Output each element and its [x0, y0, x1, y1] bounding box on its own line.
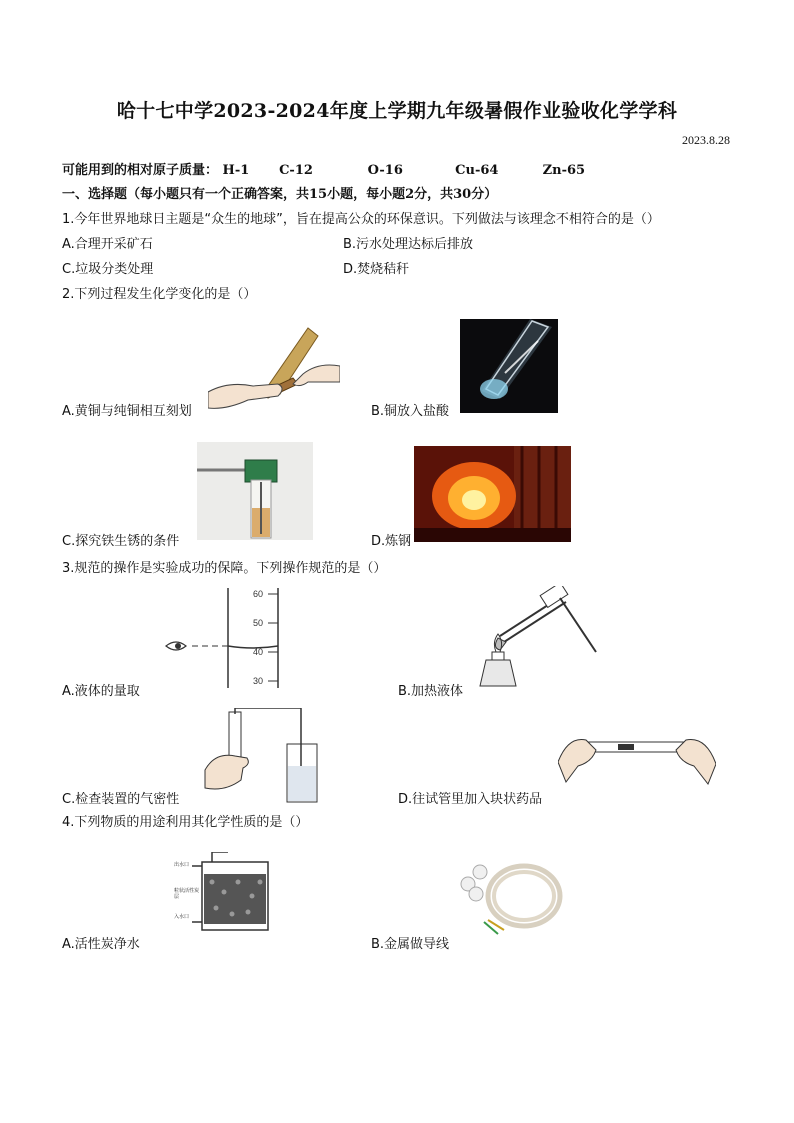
cylinder-tick-30: 30	[253, 676, 264, 686]
mass-zn: Zn-65	[542, 163, 586, 178]
airtightness-check-image	[201, 708, 319, 806]
heating-liquid-image	[470, 586, 602, 690]
brass-scratch-image	[208, 326, 340, 412]
cylinder-tick-40: 40	[253, 647, 264, 657]
q3-option-d[interactable]: D.往试管里加入块状药品	[398, 792, 543, 807]
adding-solid-image	[558, 722, 716, 788]
q1-option-a[interactable]: A.合理开采矿石	[62, 237, 153, 252]
q4-option-a[interactable]: A.活性炭净水	[62, 937, 140, 952]
metal-wire-image	[454, 850, 566, 942]
filter-carbon-layer-label: 粒状活性炭层	[174, 888, 200, 900]
q2-stem: 2.下列过程发生化学变化的是（）	[62, 287, 257, 302]
q1-option-d[interactable]: D.焚烧秸秆	[343, 262, 410, 277]
q4-option-b[interactable]: B.金属做导线	[371, 937, 450, 952]
q1-option-c[interactable]: C.垃圾分类处理	[62, 262, 154, 277]
mass-o: O-16	[367, 163, 403, 178]
filter-outlet-label: 出水口	[174, 862, 190, 868]
q2-option-b[interactable]: B.铜放入盐酸	[371, 404, 450, 419]
exam-date: 2023.8.28	[682, 133, 730, 147]
q1-stem: 1.今年世界地球日主题是“众生的地球”，旨在提高公众的环保意识。下列做法与该理念不相符合的是（）	[62, 212, 660, 227]
document-title: 哈十七中学2023-2024年度上学期九年级暑假作业验收化学学科	[116, 100, 678, 122]
cylinder-tick-50: 50	[253, 618, 264, 628]
q2-option-c[interactable]: C.探究铁生锈的条件	[62, 534, 180, 549]
iron-rust-test-image	[197, 442, 313, 540]
q3-option-a[interactable]: A.液体的量取	[62, 684, 140, 699]
steelmaking-image	[414, 446, 571, 542]
filter-inlet-label: 入水口	[174, 914, 190, 920]
q1-option-b[interactable]: B.污水处理达标后排放	[343, 237, 474, 252]
atomic-masses-label: 可能用到的相对原子质量：	[62, 163, 219, 178]
section-heading: 一、选择题（每小题只有一个正确答案，共15小题，每小题2分，共30分）	[62, 187, 498, 202]
q2-option-a[interactable]: A.黄铜与纯铜相互刻划	[62, 404, 192, 419]
q3-option-c[interactable]: C.检查装置的气密性	[62, 792, 180, 807]
q3-stem: 3.规范的操作是实验成功的保障。下列操作规范的是（）	[62, 561, 387, 576]
copper-in-acid-image	[460, 319, 558, 413]
mass-h: H-1	[222, 163, 250, 178]
q2-option-d[interactable]: D.炼钢	[371, 534, 412, 549]
atomic-masses-line	[62, 159, 585, 178]
graduated-cylinder-image	[160, 586, 286, 690]
q3-option-b[interactable]: B.加热液体	[398, 684, 464, 699]
cylinder-tick-60: 60	[253, 589, 264, 599]
mass-cu: Cu-64	[455, 163, 499, 178]
mass-c: C-12	[279, 163, 313, 178]
q4-stem: 4.下列物质的用途利用其化学性质的是（）	[62, 815, 309, 830]
